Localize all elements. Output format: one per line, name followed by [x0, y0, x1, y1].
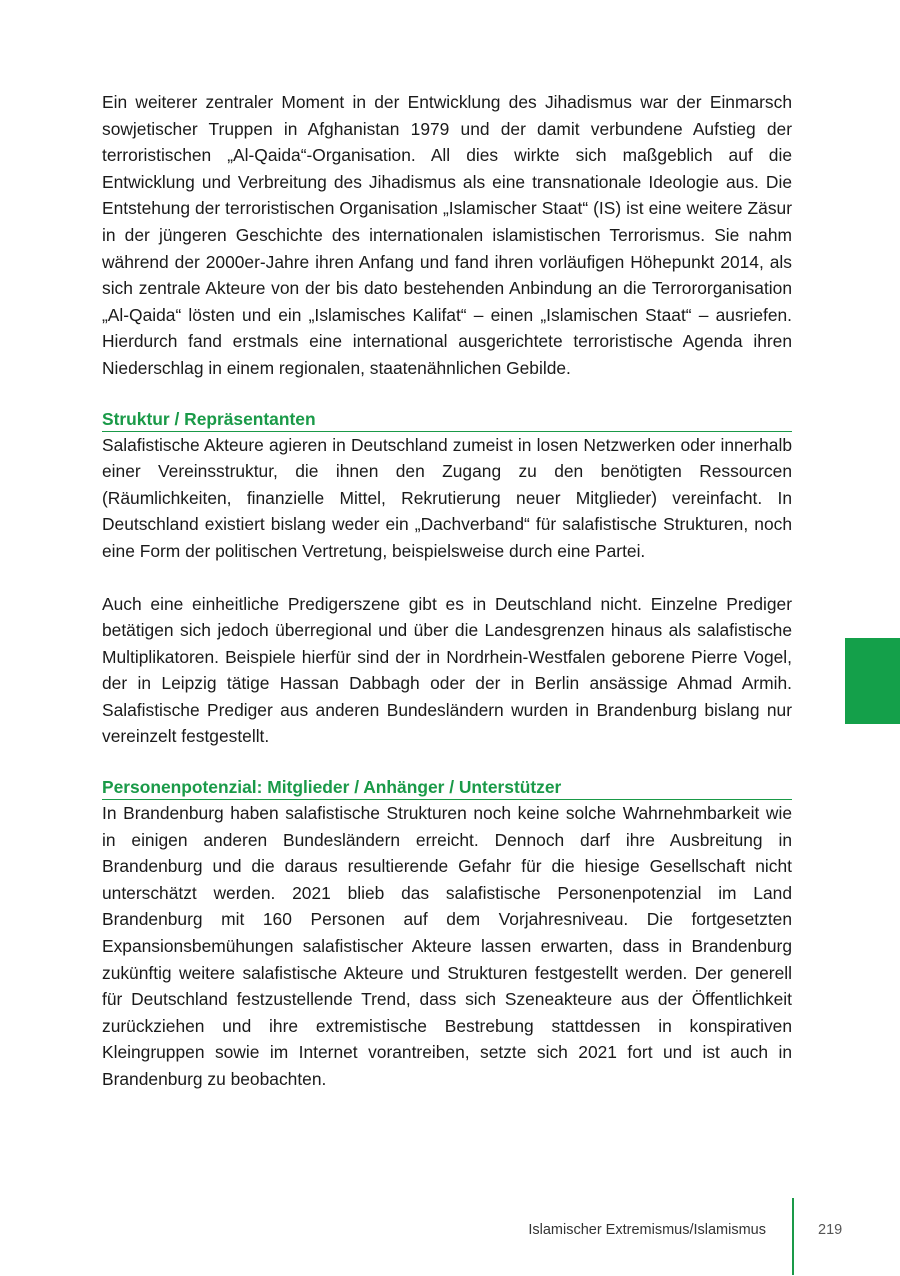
section-heading-struktur: Struktur / Repräsentanten [102, 408, 792, 432]
chapter-tab-marker [845, 638, 900, 724]
personen-paragraph-1: In Brandenburg haben salafistische Strukturen noch keine solche Wahrnehmbarkeit wie in einigen anderen Bundesländern erreicht. Dennoch darf ihre Ausbreitung in Brandenburg und die daraus resultierende Gefahr für die hiesige Gesellschaft nicht unterschätzt werden. 2021 blieb das salafistische Personenpotenzial im Land Brandenburg mit 160 Personen auf dem Vorjahresniveau. Die fortgesetzten Expansionsbemühungen salafistischer Akteure lassen erwarten, dass in Brandenburg zukünftig weitere salafistische Akteure und Strukturen festgestellt werden. Der generell für Deutschland festzustellende Trend, dass sich Szeneakteure aus der Öffentlichkeit zurückziehen und ihre extremistische Bestrebung stattdessen in konspirativen Kleingruppen sowie im Internet vorantreiben, setzte sich 2021 fort und ist auch in Brandenburg zu beobachten. [102, 803, 792, 1089]
footer-chapter-title: Islamischer Extremismus/Islamismus [528, 1222, 766, 1238]
struktur-paragraph-1: Salafistische Akteure agieren in Deutschland zumeist in losen Netzwerken oder innerhalb einer Vereinsstruktur, die ihnen den Zugang zu den benötigten Ressourcen (Räumlichkeiten, finanzielle Mittel, Rekrutierung neuer Mitglieder) vereinfacht. In Deutschland existiert bislang weder ein „Dachverband“ für salafistische Strukturen, noch eine Form der politischen Vertretung, beispielsweise durch eine Partei. [102, 434, 792, 561]
page-content [102, 89, 792, 1093]
footer-divider [792, 1198, 794, 1275]
struktur-paragraph-2: Auch eine einheitliche Predigerszene gibt es in Deutschland nicht. Einzelne Prediger betätigen sich jedoch überregional und über die Landesgrenzen hinaus als salafistische Multiplikatoren. Beispiele hierfür sind der in Nordrhein-Westfalen geborene Pierre Vogel, der in Leipzig tätige Hassan Dabbagh oder der in Berlin ansässige Ahmad Armih. Salafistische Prediger aus anderen Bundesländern wurden in Brandenburg bislang nur vereinzelt festgestellt. [102, 593, 792, 747]
intro-paragraph: Ein weiterer zentraler Moment in der Entwicklung des Jihadismus war der Einmarsch sowjetischer Truppen in Afghanistan 1979 und der damit verbundene Aufstieg der terroristischen „Al-Qaida“-Organisation. All dies wirkte sich maßgeblich auf die Entwicklung und Verbreitung des Jihadismus als eine transnationale Ideologie aus. Die Entstehung der terroristischen Organisation „Islamischer Staat“ (IS) ist eine weitere Zäsur in der jüngeren Geschichte des internationalen islamistischen Terrorismus. Sie nahm während der 2000er-Jahre ihren Anfang und fand ihren vorläufigen Höhepunkt 2014, als sich zentrale Akteure von der bis dato bestehenden Anbindung an die Terrororganisation „Al-Qaida“ lösten und ein „Islamisches Kalifat“ – einen „Islamischen Staat“ – ausriefen. Hierdurch fand erstmals eine international ausgerichtete terroristische Agenda ihren Niederschlag in einem regionalen, staatenähnlichen Gebilde. [102, 92, 792, 378]
section-heading-personenpotenzial: Personenpotenzial: Mitglieder / Anhänger / Unterstützer [102, 776, 792, 800]
page-number: 219 [818, 1222, 843, 1238]
